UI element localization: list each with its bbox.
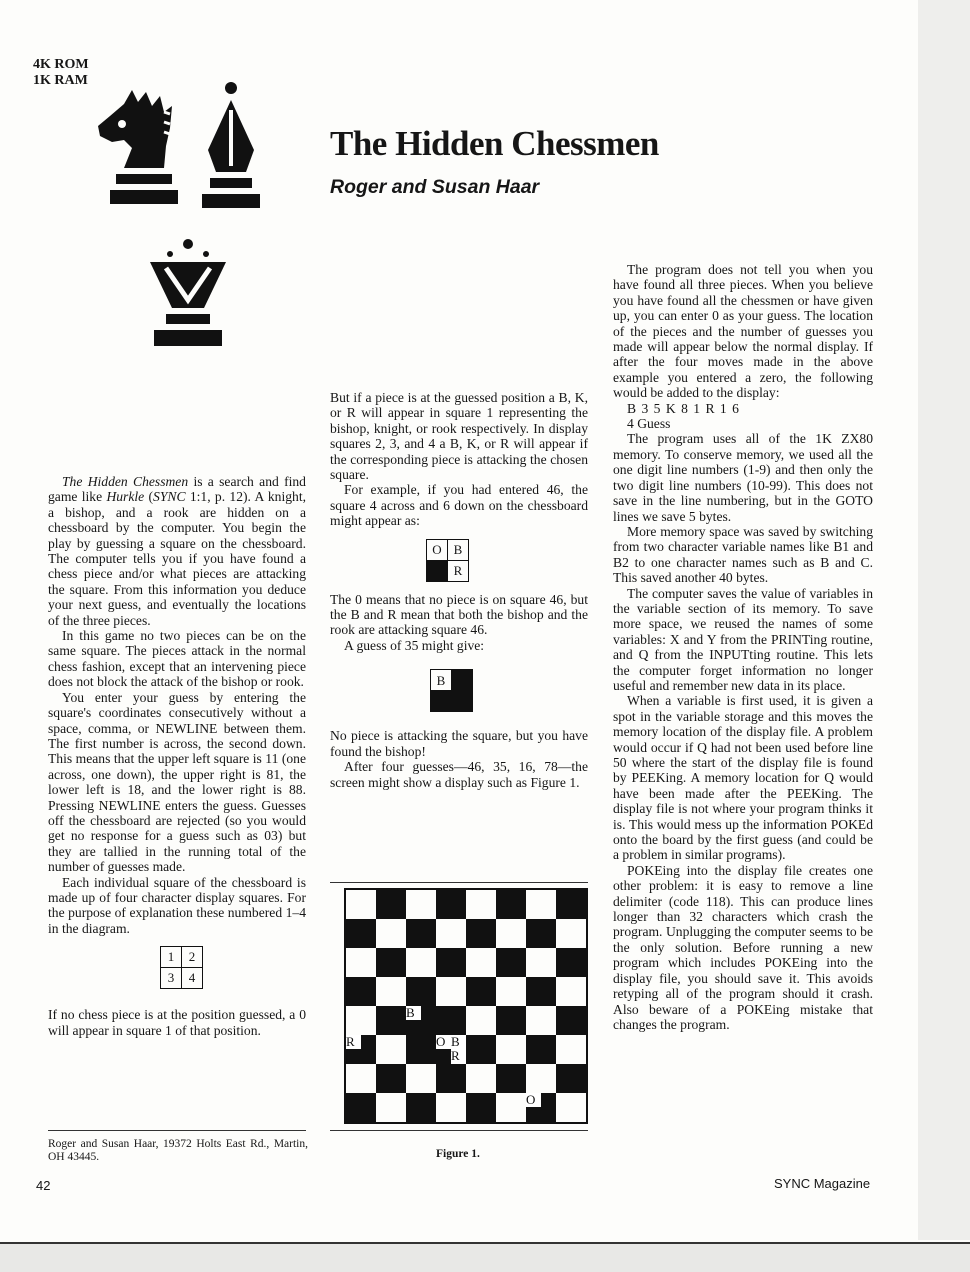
board-square xyxy=(556,1006,586,1035)
article-author: Roger and Susan Haar xyxy=(330,176,540,198)
board-square xyxy=(556,977,586,1006)
board-square xyxy=(376,890,406,919)
board-square xyxy=(526,1006,556,1035)
rook-icon xyxy=(146,238,230,354)
result-code-line: B 3 5 K 8 1 R 1 6 xyxy=(627,400,740,416)
footnote-rule xyxy=(48,1130,306,1131)
col2-paragraph-3: The 0 means that no piece is on square 46, but the B and R mean that both the bishop and the rook are attacking square 46. xyxy=(330,591,588,638)
board-square xyxy=(436,919,466,948)
board-square xyxy=(346,1006,376,1035)
game-title-ref: The Hidden Chessmen xyxy=(62,474,189,489)
magazine-name: SYNC Magazine xyxy=(774,1176,871,1191)
board-square xyxy=(346,977,376,1006)
col1-paragraph-3: You enter your guess by entering the square's coordinates consecutively without a space, comma, or NEWLINE between them. The first number is across, the second down. This means that the upper left square is 11 (one across, one down), the upper right is 81, the lower left is 18, and the lower right is 88. Pressing NEWLINE enters the guess. Guesses off the chessboard are rejected (so you would get no response for a guess such as 03) but they are tallied in the running total of the number of guesses made. xyxy=(48,689,306,875)
board-square xyxy=(376,1093,406,1122)
board-square xyxy=(376,948,406,977)
board-label-empty: O xyxy=(436,1035,451,1049)
board-square xyxy=(466,1035,496,1064)
col1-paragraph-4: Each individual square of the chessboard is made up of four character display squares. For the purpose of explanation these numbered 1–4 in the diagram. xyxy=(48,874,306,936)
board-square xyxy=(376,1035,406,1064)
board-square xyxy=(496,1064,526,1093)
col2-paragraph-2: For example, if you had entered 46, the square 4 across and 6 down on the chessboard might appear as: xyxy=(330,482,588,529)
board-cell xyxy=(406,1020,436,1035)
board-square xyxy=(556,1093,586,1122)
col3-paragraph-4: The computer saves the value of variables in the variable section of its memory. To save more space, we reused the names of some variables: X and Y from the PRINTing routine, and Q from the INPUTting routine. This lets the computer forget information no longer useful and remember new data in its place. xyxy=(613,585,873,693)
board-square xyxy=(526,977,556,1006)
ram-label: 1K RAM xyxy=(33,73,88,88)
knight-icon xyxy=(94,84,184,216)
example-46-display: O B R xyxy=(426,539,469,582)
figure-rule-bottom xyxy=(330,1130,588,1131)
board-square xyxy=(496,1035,526,1064)
col1-paragraph-5: If no chess piece is at the position guessed, a 0 will appear in square 1 of that position. xyxy=(48,1007,306,1038)
board-label-bishop-attack: B xyxy=(451,1035,466,1049)
board-square xyxy=(346,1064,376,1093)
rom-label: 4K ROM xyxy=(33,57,89,72)
board-square xyxy=(376,1006,406,1035)
column-3 xyxy=(613,262,873,1032)
col3-paragraph-5: When a variable is first used, it is given a spot in the variable storage and this moves the memory location of the display file. A problem would occur if Q had not been used before line 50 where the start of the display file is found by PEEKing. A memory location for Q would have been made after the PEEKing. The display file is not where your program thinks it is. This would mess up the information POKEd onto the board by the first guess (and could be a problem in similar programs). xyxy=(613,693,873,863)
board-label-empty-2: O xyxy=(526,1093,541,1107)
board-square xyxy=(496,948,526,977)
column-2 xyxy=(330,390,588,790)
board-label-rook-attack: R xyxy=(451,1049,466,1064)
board-square xyxy=(496,1093,526,1122)
board-square xyxy=(556,1064,586,1093)
board-square xyxy=(406,948,436,977)
board-square xyxy=(496,977,526,1006)
board-square xyxy=(376,919,406,948)
board-cell xyxy=(421,1006,436,1020)
figure-1-chessboard xyxy=(344,888,588,1124)
page-bottom-edge xyxy=(0,1242,970,1272)
board-square xyxy=(496,919,526,948)
memory-requirements xyxy=(33,57,89,89)
board-square xyxy=(436,890,466,919)
col1-paragraph-1: The Hidden Chessmen is a search and find game like Hurkle (SYNC 1:1, p. 12). A knight, a bishop, and a rook are hidden on a chessboard by the computer. You begin the play by guessing a square on the chessboard. The computer tells you if you have found a chess piece and/or what pieces are attacking the square. From this information you deduce your next guess, and eventually the locations of the three pieces. xyxy=(48,474,306,628)
board-square xyxy=(436,1064,466,1093)
figure-caption: Figure 1. xyxy=(436,1148,480,1160)
board-square xyxy=(436,1093,466,1122)
board-square xyxy=(496,890,526,919)
example-35-display: B xyxy=(430,669,473,712)
col3-paragraph-1: The program does not tell you when you have found all three pieces. When you believe you have found all the chessmen or have given up, you can enter 0 as your guess. The location of the pieces and the number of guesses you made will appear below the normal display. If after the four moves made in the above example you entered a zero, the following would be added to the display: xyxy=(613,262,873,401)
board-square xyxy=(466,948,496,977)
board-square xyxy=(436,948,466,977)
board-square xyxy=(406,919,436,948)
col2-paragraph-5: No piece is attacking the square, but you have found the bishop! xyxy=(330,728,588,759)
board-square xyxy=(526,1064,556,1093)
page-number: 42 xyxy=(36,1178,51,1193)
board-square xyxy=(436,977,466,1006)
board-square xyxy=(466,1006,496,1035)
board-square xyxy=(466,1093,496,1122)
col2-paragraph-6: After four guesses—46, 35, 16, 78—the screen might show a display such as Figure 1. xyxy=(330,759,588,790)
board-label-bishop: B xyxy=(406,1006,421,1020)
board-square xyxy=(406,1064,436,1093)
board-square xyxy=(496,1006,526,1035)
adjacent-page-edge xyxy=(918,0,970,1240)
board-square xyxy=(556,890,586,919)
board-square xyxy=(406,890,436,919)
col3-paragraph-3: More memory space was saved by switching from two character variable names like B1 and B2 to one character names such as B and C. This saved another 40 bytes. xyxy=(613,523,873,586)
article-title: The Hidden Chessmen xyxy=(330,124,659,163)
board-square xyxy=(346,948,376,977)
board-label-rook: R xyxy=(346,1035,361,1049)
board-square xyxy=(436,1006,466,1035)
board-square xyxy=(556,948,586,977)
board-square xyxy=(346,890,376,919)
square-numbering-diagram: 1 2 3 4 xyxy=(160,946,203,989)
col2-paragraph-4: A guess of 35 might give: xyxy=(344,637,485,653)
board-square xyxy=(526,948,556,977)
board-square xyxy=(346,1093,376,1122)
board-square xyxy=(466,1064,496,1093)
board-square xyxy=(466,890,496,919)
guess-count-line: 4 Guess xyxy=(627,416,671,432)
board-square xyxy=(556,1035,586,1064)
board-square xyxy=(376,977,406,1006)
board-square xyxy=(526,919,556,948)
col3-paragraph-6: POKEing into the display file creates one other problem: it is easy to remove a line delimiter (code 118). This can produce lines longer than 32 characters which crash the program. Unplugging the computer seems to be the only solution. Before running a new program which includes POKEing into the display file, you should save it. This avoids retyping all of the program should it crash. Also beware of a POKEing mistake that changes the program. xyxy=(613,862,873,1032)
board-square xyxy=(346,919,376,948)
board-square xyxy=(406,1035,436,1064)
bishop-icon xyxy=(196,80,266,216)
board-square xyxy=(406,977,436,1006)
board-square xyxy=(406,1093,436,1122)
board-square xyxy=(466,919,496,948)
col2-paragraph-1: But if a piece is at the guessed position a B, K, or R will appear in square 1 representing the bishop, knight, or rook respectively. In display squares 2, 3, and 4 a B, K, or R will appear if the corresponding piece is attacking the chosen square. xyxy=(330,390,588,483)
board-square xyxy=(376,1064,406,1093)
column-1 xyxy=(48,474,306,1038)
board-square xyxy=(526,1035,556,1064)
figure-rule-top xyxy=(330,882,588,883)
col1-paragraph-2: In this game no two pieces can be on the same square. The pieces attack in the normal chess fashion, except that an intervening piece does not block the attack of the bishop or rook. xyxy=(48,628,306,690)
board-cell xyxy=(436,1049,451,1064)
board-square xyxy=(526,890,556,919)
author-address: Roger and Susan Haar, 19372 Holts East Rd., Martin, OH 43445. xyxy=(48,1138,308,1163)
board-square xyxy=(556,919,586,948)
board-square xyxy=(466,977,496,1006)
col3-paragraph-2: The program uses all of the 1K ZX80 memory. To conserve memory, we used all the one digit line numbers (1-9) and then only the two digit line numbers (10-99). This does not save in the line numbering, but in the GOTO lines we save 5 bytes. xyxy=(613,431,873,524)
